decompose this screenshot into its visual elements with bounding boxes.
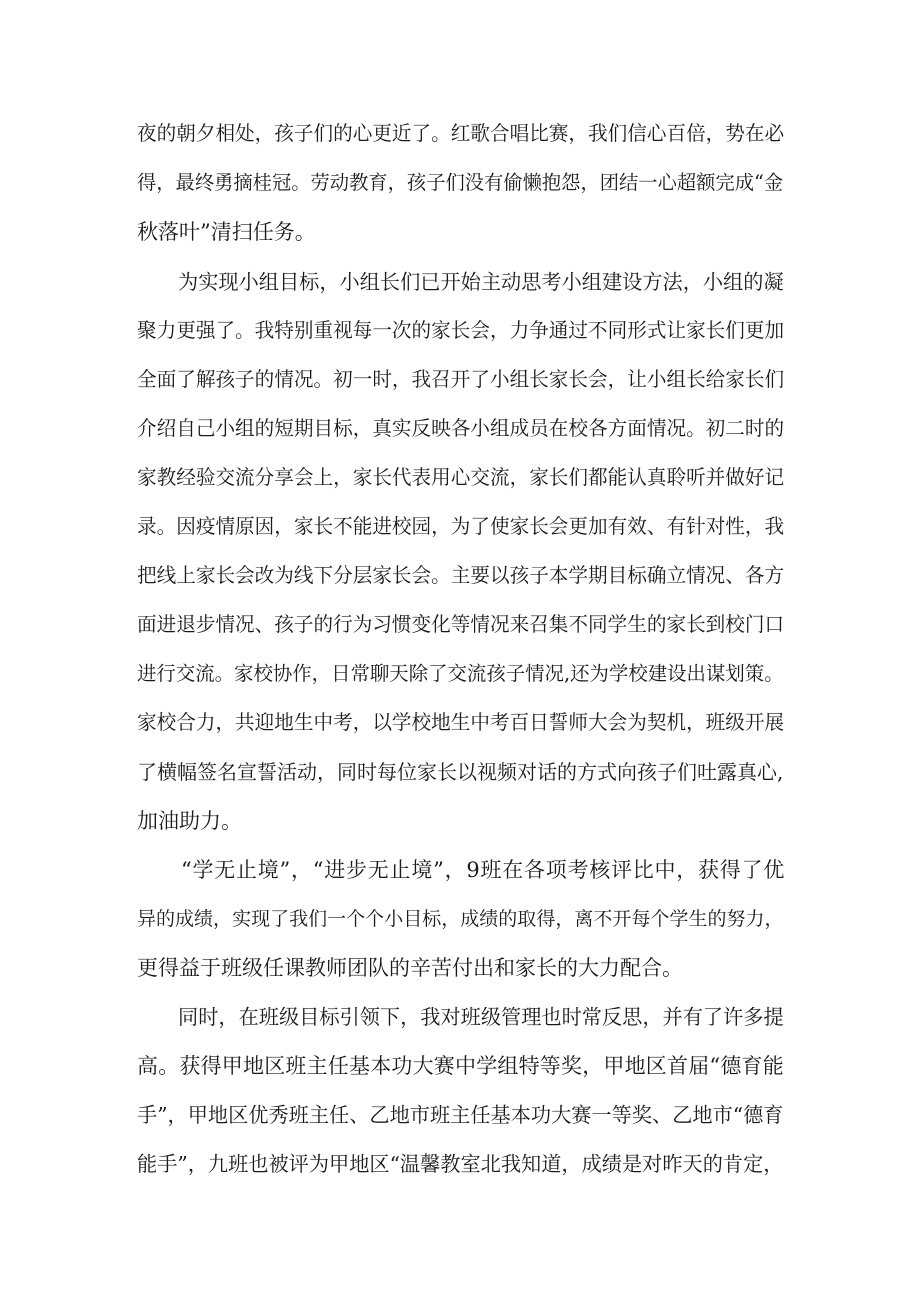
paragraph-line: 同时，在班级目标引领下，我对班级管理也时常反思，并有了许多提 xyxy=(178,1005,784,1029)
paragraph-line: 进行交流。家校协作，日常聊天除了交流孩子情况,还为学校建设出谋划策。 xyxy=(137,662,784,685)
paragraph-line: 家教经验交流分享会上，家长代表用心交流，家长们都能认真聆听并做好记 xyxy=(137,466,785,489)
paragraph-line: 夜的朝夕相处，孩子们的心更近了。红歌合唱比赛，我们信心百倍，势在必 xyxy=(137,122,785,145)
paragraph-line: 异的成绩，实现了我们一个个小目标，成绩的取得，离不开每个学生的努力， xyxy=(137,908,784,930)
paragraph-line: 高。获得甲地区班主任基本功大赛中学组特等奖，甲地区首届“德育能 xyxy=(137,1054,784,1078)
paragraph-line: 家校合力，共迎地生中考，以学校地生中考百日誓师大会为契机，班级开展 xyxy=(137,711,785,734)
paragraph-line: 聚力更强了。我特别重视每一次的家长会，力争通过不同形式让家长们更加 xyxy=(137,319,785,342)
paragraph-line: “学无止境”，“进步无止境”，9班在各项考核评比中，获得了优 xyxy=(181,858,786,882)
paragraph-line: 录。因疫情原因，家长不能进校园，为了使家长会更加有效、有针对性，我 xyxy=(137,515,785,538)
paragraph-line: 全面了解孩子的情况。初一时，我召开了小组长家长会，让小组长给家长们 xyxy=(137,368,785,391)
paragraph-line: 秋落叶”清扫任务。 xyxy=(137,220,316,244)
paragraph-line: 手”，甲地区优秀班主任、乙地市班主任基本功大赛一等奖、乙地市“德育 xyxy=(137,1103,784,1127)
paragraph-line: 了横幅签名宣誓活动，同时每位家长以视频对话的方式向孩子们吐露真心, xyxy=(137,760,784,784)
paragraph-line: 加油助力。 xyxy=(137,809,242,833)
paragraph-line: 能手”，九班也被评为甲地区“温馨教室北我知道，成绩是对昨天的肯定， xyxy=(137,1152,784,1176)
paragraph-line: 为实现小组目标，小组长们已开始主动思考小组建设方法，小组的凝 xyxy=(178,270,784,294)
paragraph-line: 介绍自己小组的短期目标，真实反映各小组成员在校各方面情况。初二时的 xyxy=(137,417,785,440)
paragraph-line: 得，最终勇摘桂冠。劳动教育，孩子们没有偷懒抱怨，团结一心超额完成“金 xyxy=(137,171,784,194)
paragraph-line: 把线上家长会改为线下分层家长会。主要以孩子本学期目标确立情况、各方 xyxy=(137,564,785,587)
paragraph-line: 面进退步情况、孩子的行为习惯变化等情况来召集不同学生的家长到校门口 xyxy=(137,613,785,636)
paragraph-line: 更得益于班级任课教师团队的辛苦付出和家长的大力配合。 xyxy=(137,956,683,980)
